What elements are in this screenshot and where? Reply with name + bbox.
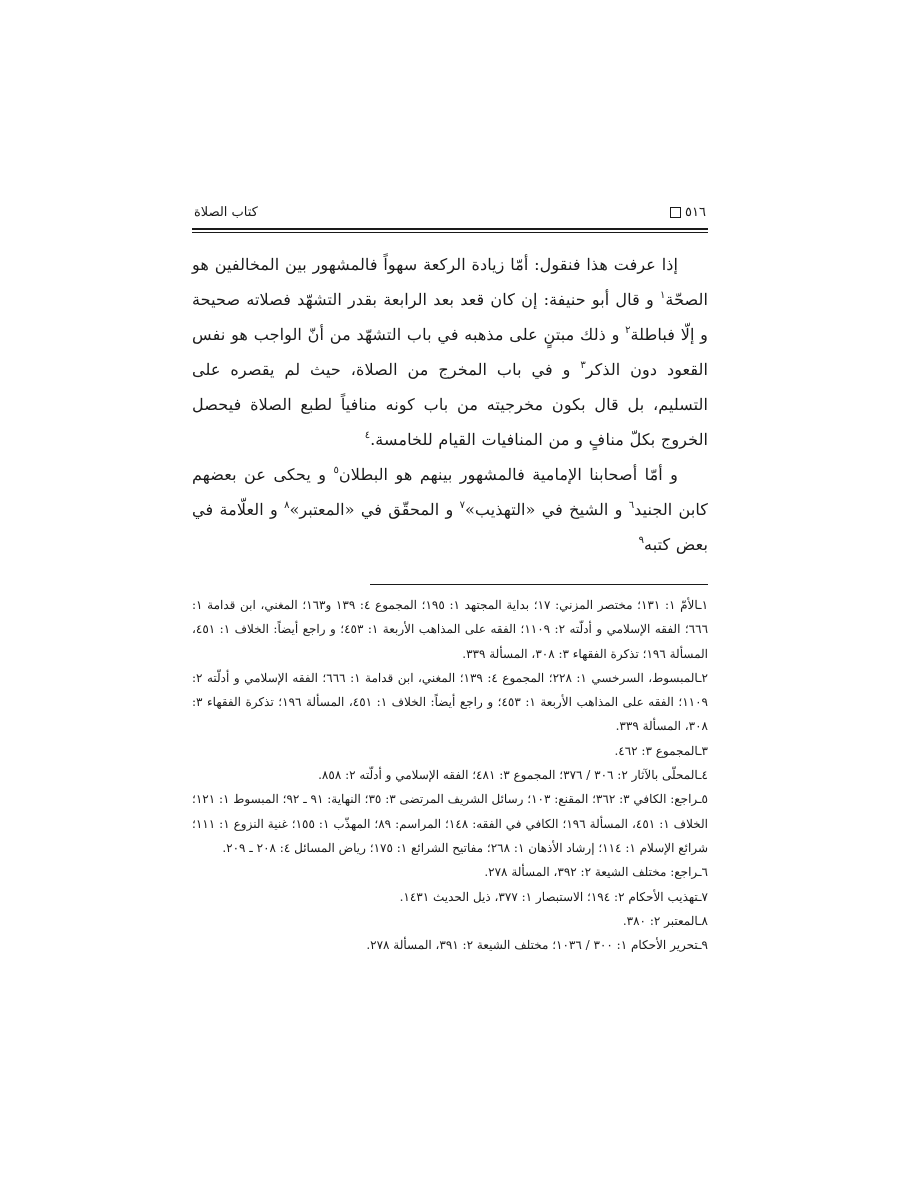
header-rule-thin [192,232,708,233]
footnote-ref: ٩ [638,535,645,546]
footnote-text: راجع: مختلف الشيعة ٢: ٣٩٢، المسألة ٢٧٨. [484,865,699,880]
book-page [192,196,708,957]
footnote-text: تحرير الأحكام ١: ٣٠٠ / ١٠٣٦؛ مختلف الشيعة ٢: ٣٩١، المسألة ٢٧٨. [366,938,699,953]
footnote-text: تهذيب الأحكام ٢: ١٩٤؛ الاستبصار ١: ٣٧٧، ذيل الحديث ١٤٣١. [399,889,699,904]
book-title: كتاب الصلاة [194,205,258,220]
footnote-5 [192,787,708,860]
footnote-text: المجموع ٣: ٤٦٢. [614,743,699,758]
footnote-number: ٧ـ [698,889,708,904]
footnote-3 [192,739,708,763]
footnote-number: ٤ـ [698,768,708,783]
footnote-1 [192,593,708,666]
footnote-text: المعتبر ٢: ٣٨٠. [622,913,699,928]
footnote-number: ١ـ [698,598,709,612]
paragraph-text: و في باب المخرج من الصلاة، حيث لم يقصره على التسليم، بل قال بكون مخرجيته من باب كونه منافياً لطبع الصلاة فيحصل الخروج بكلّ منافٍ و من المنافيات القيام للخامسة. [192,360,708,449]
footnote-number: ٣ـ [698,743,708,758]
page-number: ٥١٦ [685,205,706,220]
header-rule-thick [192,228,708,230]
paragraph-text: و المحقّق في «المعتبر» [289,500,460,519]
paragraph-text: و ذلك مبتنٍ على مذهبه في باب التشهّد من أنّ الواجب هو نفس القعود دون الذكر [192,325,708,379]
footnote-number: ٩ـ [698,938,708,953]
paragraph-1 [192,247,708,457]
footnote-number: ٢ـ [698,670,708,685]
paragraph-text: إذا عرفت هذا فنقول: أمّا زيادة الركعة سهواً فالمشهور بين المخالفين هو الصحّة [192,255,708,309]
body-text [192,247,708,562]
footnote-separator [370,584,708,585]
paragraph-text: و يحكى عن بعضهم كابن الجنيد [192,465,708,519]
footnote-6 [192,860,708,884]
footnote-number: ٨ـ [698,913,708,928]
footnote-text: المبسوط، السرخسي ١: ٢٢٨؛ المجموع ٤: ١٣٩؛ المغني، ابن قدامة ١: ٦٦٦؛ الفقه الإسلامي و أدلّته ٢: ١١٠٩؛ الفقه على المذاهب الأربعة ١: ٤٥٣؛ و راجع أيضاً: الخلاف ١: ٤٥١، المسألة ١٩٦؛ تذكرة الفقهاء ٣: ٣٠٨، المسألة ٣٣٩. [192,670,708,734]
footnote-7 [192,885,708,909]
footnote-ref: ٧ [459,500,465,511]
running-header [192,196,708,220]
footnote-text: الأمّ ١: ١٣١؛ مختصر المزني: ١٧؛ بداية المجتهد ١: ١٩٥؛ المجموع ٤: ١٣٩ و١٦٣؛ المغني، ابن قدامة ١: ٦٦٦؛ الفقه الإسلامي و أدلّته ٢: ١١٠٩؛ الفقه على المذاهب الأربعة ١: ٤٥٣؛ و راجع أيضاً: الخلاف ١: ٤٥١، المسألة ١٩٦؛ تذكرة الفقهاء ٣: ٣٠٨، المسألة ٣٣٩. [192,598,709,661]
footnote-9 [192,933,708,957]
footnote-2 [192,666,708,739]
footnote-ref: ٣ [580,360,586,371]
footnote-ref: ٢ [625,325,631,336]
footnotes [192,593,708,957]
footnote-text: راجع: الكافي ٣: ٣٦٢؛ المقنع: ١٠٣؛ رسائل الشريف المرتضى ٣: ٣٥؛ النهاية: ٩١ ـ ٩٢؛ المبسوط ١: ١٢١؛ الخلاف ١: ٤٥١، المسألة ١٩٦؛ الكافي في الفقه: ١٤٨؛ المراسم: ٨٩؛ المهذّب ١: ١٥٥؛ غنية النزوع ١: ١١١؛ شرائع الإسلام ١: ١١٤؛ إرشاد الأذهان ١: ٢٦٨؛ مفاتيح الشرائع ١: ١٧٥؛ رياض المسائل ٤: ٢٠٨ ـ ٢٠٩. [192,792,709,855]
footnote-number: ٥ـ [698,792,708,807]
footnote-ref: ٥ [333,465,339,476]
paragraph-text: و الشيخ في «التهذيب» [464,500,629,519]
page-number-block [670,205,706,220]
footnote-ref: ٦ [628,500,635,511]
footnote-ref: ١ [660,290,666,301]
paragraph-text: و قال أبو حنيفة: إن كان قعد بعد الرابعة بقدر التشهّد فصلاته صحيحة و إلّا فباطلة [192,290,708,344]
footnote-8 [192,909,708,933]
paragraph-text: و العلّامة في بعض كتبه [192,500,708,554]
paragraph-2 [192,457,708,562]
footnote-number: ٦ـ [698,865,708,880]
footnote-ref: ٨ [284,500,290,511]
paragraph-text: و أمّا أصحابنا الإمامية فالمشهور بينهم هو البطلان [338,465,678,484]
footnote-4 [192,763,708,787]
footnote-ref: ٤ [364,430,371,441]
square-icon [670,207,681,218]
footnote-text: المحلّى بالآثار ٢: ٣٠٦ / ٣٧٦؛ المجموع ٣: ٤٨١؛ الفقه الإسلامي و أدلّته ٢: ٨٥٨. [318,768,699,783]
